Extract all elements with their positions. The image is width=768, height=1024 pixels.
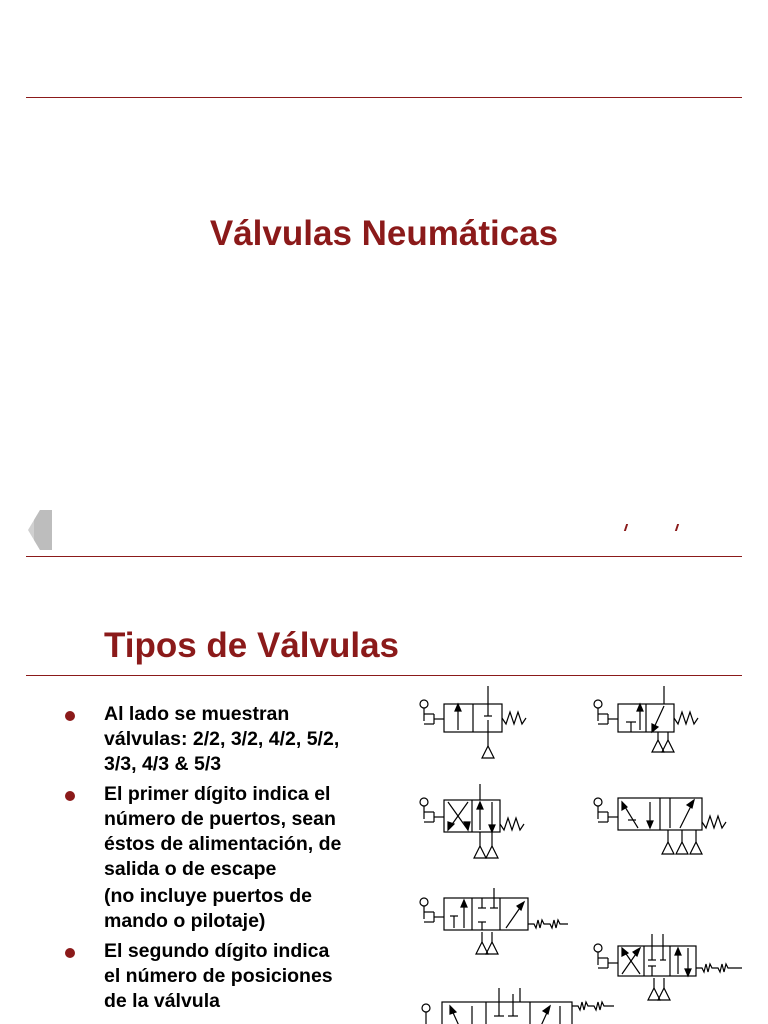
note-text: (no incluye puertos de mando o pilotaje) xyxy=(104,885,313,932)
valve-5-2-icon xyxy=(594,798,726,854)
valve-4-3-icon xyxy=(594,934,742,1000)
list-item xyxy=(60,702,380,777)
valve-4-2-icon xyxy=(420,784,524,858)
valve-5-3b-icon xyxy=(422,988,614,1024)
list-item xyxy=(60,939,380,1014)
decorative-tick xyxy=(624,524,628,531)
bullet-text: El primer dígito indica el número de puertos, sean éstos de alimentación, de salida o de escape xyxy=(104,783,342,880)
bullet-text: El segundo dígito indica el número de posiciones de la válvula xyxy=(104,940,333,1012)
valve-2-2-icon xyxy=(420,686,526,758)
bullet-dot xyxy=(65,791,75,801)
bullet-dot xyxy=(65,711,75,721)
decorative-tick xyxy=(675,524,679,531)
slide-title: Válvulas Neumáticas xyxy=(209,214,559,253)
slide-separator xyxy=(26,556,742,557)
arrow-left-icon[interactable] xyxy=(24,505,54,555)
valve-symbols xyxy=(400,676,760,1024)
bullet-dot xyxy=(65,948,75,958)
valve-3-2-icon xyxy=(594,686,698,752)
bullet-text: Al lado se muestran válvulas: 2/2, 3/2, 4/2, 5/2, 3/3, 4/3 & 5/3 xyxy=(104,703,340,775)
bullet-list xyxy=(60,702,380,1019)
section-title: Tipos de Válvulas xyxy=(104,626,400,665)
top-divider xyxy=(26,97,742,98)
list-item xyxy=(60,782,380,882)
valve-5-3-icon xyxy=(420,888,568,954)
